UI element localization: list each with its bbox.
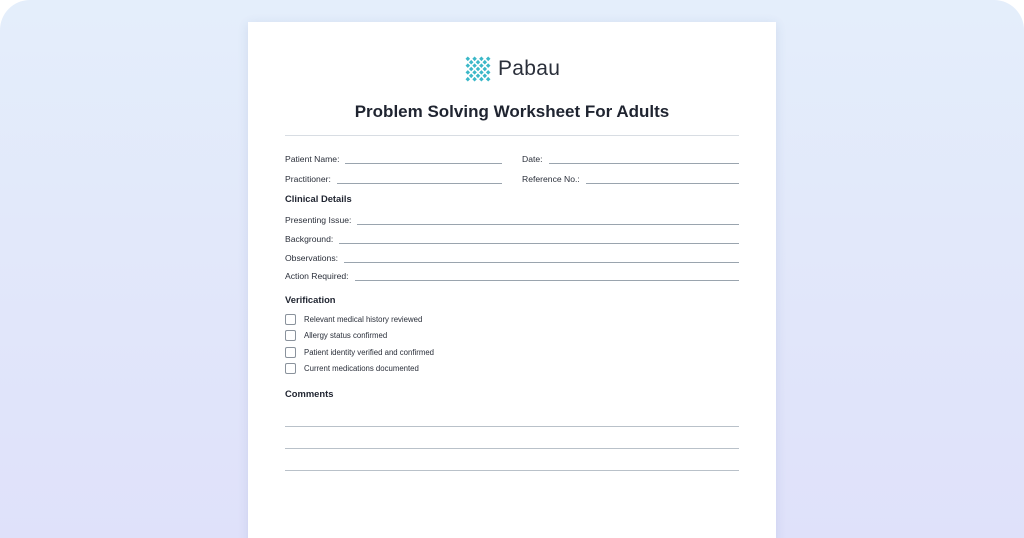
logo-dot	[476, 67, 481, 72]
checkbox[interactable]	[285, 347, 296, 358]
verification-heading: Verification	[285, 294, 336, 305]
presenting-issue-line[interactable]	[357, 214, 739, 225]
logo-dot	[486, 63, 491, 68]
action-required-label: Action Required:	[285, 271, 349, 281]
background-line[interactable]	[339, 233, 739, 244]
date-line[interactable]	[549, 153, 739, 164]
logo-dot	[486, 70, 491, 75]
logo-dot	[466, 57, 471, 62]
comments-heading: Comments	[285, 388, 334, 399]
date-label: Date:	[522, 154, 543, 164]
logo-dot	[466, 77, 471, 82]
logo-dot	[469, 67, 474, 72]
logo-dot	[466, 63, 471, 68]
presenting-issue-label: Presenting Issue:	[285, 215, 352, 225]
verification-item[interactable]	[285, 362, 419, 374]
verification-item-label: Current medications documented	[304, 363, 419, 373]
background-field[interactable]	[285, 230, 739, 244]
practitioner-line[interactable]	[337, 173, 502, 184]
pabau-logo	[464, 55, 560, 83]
checkbox[interactable]	[285, 363, 296, 374]
logo-dot	[472, 63, 477, 68]
clinical-details-heading: Clinical Details	[285, 193, 352, 204]
worksheet-document	[248, 22, 776, 538]
comments-line[interactable]	[285, 426, 739, 427]
presenting-issue-field[interactable]	[285, 211, 739, 225]
verification-item[interactable]	[285, 313, 422, 325]
logo-dot	[479, 77, 484, 82]
comments-line[interactable]	[285, 448, 739, 449]
observations-label: Observations:	[285, 253, 339, 263]
diamond-grid-icon	[464, 55, 492, 83]
logo-dot	[472, 57, 477, 62]
checkbox[interactable]	[285, 330, 296, 341]
observations-line[interactable]	[344, 252, 739, 263]
observations-field[interactable]	[285, 249, 739, 263]
verification-item-label: Relevant medical history reviewed	[304, 314, 423, 324]
logo-dot	[472, 70, 477, 75]
logo-dot	[479, 57, 484, 62]
logo-dot	[479, 63, 484, 68]
practitioner-field[interactable]	[285, 170, 502, 184]
logo-dot	[483, 60, 488, 65]
reference-no-field[interactable]	[522, 170, 739, 184]
verification-item[interactable]	[285, 346, 434, 358]
patient-name-field[interactable]	[285, 150, 502, 164]
logo-dot	[486, 57, 491, 62]
reference-no-line[interactable]	[586, 173, 739, 184]
logo-dot	[479, 70, 484, 75]
logo-dot	[483, 67, 488, 72]
patient-name-line[interactable]	[345, 153, 502, 164]
brand-name: Pabau	[498, 57, 561, 80]
reference-no-label: Reference No.:	[522, 174, 580, 184]
logo-dot	[466, 70, 471, 75]
action-required-line[interactable]	[355, 270, 739, 281]
document-title: Problem Solving Worksheet For Adults	[354, 102, 670, 121]
patient-name-label: Patient Name:	[285, 154, 340, 164]
comments-line[interactable]	[285, 470, 739, 471]
logo-dot	[469, 60, 474, 65]
logo-dot	[486, 77, 491, 82]
logo-dot	[469, 74, 474, 79]
background-label: Background:	[285, 234, 334, 244]
title-divider	[285, 135, 739, 136]
logo-dot	[476, 74, 481, 79]
verification-item[interactable]	[285, 329, 387, 341]
date-field[interactable]	[522, 150, 739, 164]
logo-dot	[483, 74, 488, 79]
checkbox[interactable]	[285, 314, 296, 325]
practitioner-label: Practitioner:	[285, 174, 331, 184]
action-required-field[interactable]	[285, 267, 739, 281]
logo-dot	[476, 60, 481, 65]
verification-item-label: Patient identity verified and confirmed	[304, 347, 435, 357]
verification-item-label: Allergy status confirmed	[304, 330, 388, 340]
logo-dot	[472, 77, 477, 82]
